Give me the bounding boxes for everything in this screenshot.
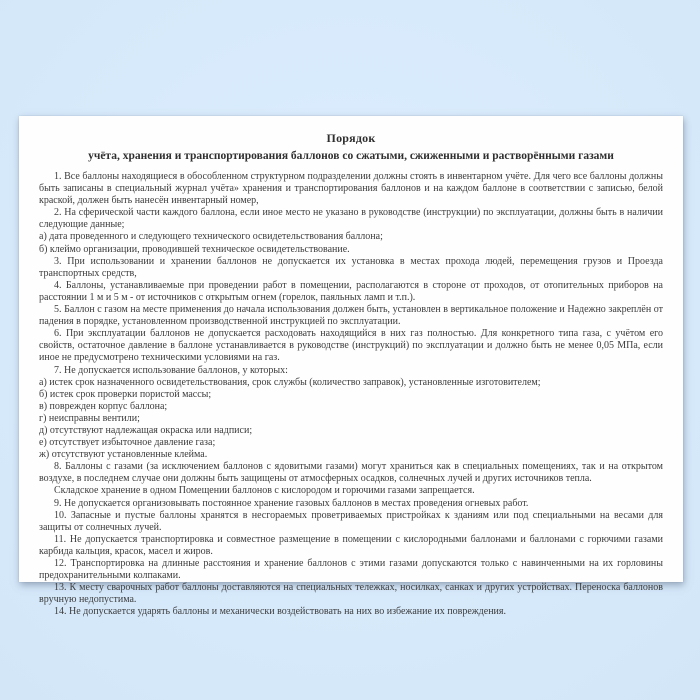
paragraph-7b: б) истек срок проверки пористой массы; bbox=[39, 388, 212, 400]
document-subtitle: учёта, хранения и транспортирования баллонов со сжатыми, сжиженными и растворёнными газами bbox=[88, 150, 614, 162]
paragraph-7f: е) отсутствует избыточное давление газа; bbox=[39, 437, 216, 449]
paragraph-2: 2. На сферической части каждого баллона, если иное место не указано в руководстве (инструкции) по эксплуатации, должны быть в наличии следующие данные; bbox=[39, 207, 663, 231]
paragraph-8a: Складское хранение в одном Помещении баллонов с кислородом и горючими газами запрещается. bbox=[54, 485, 475, 497]
paragraph-7g: ж) отсутствуют установленные клейма. bbox=[39, 449, 208, 461]
paragraph-3: 3. При использовании и хранении баллонов не допускается их установка в местах прохода людей, перемещения грузов и Проезда транспортных средств, bbox=[39, 255, 663, 279]
document-body bbox=[39, 171, 663, 618]
paragraph-7a: а) истек срок назначенного освидетельствования, срок службы (количество заправок), установленные изготовителем; bbox=[39, 376, 541, 388]
paragraph-2a: а) дата проведенного и следующего технического освидетельствования баллона; bbox=[39, 231, 383, 243]
paragraph-5: 5. Баллон с газом на месте применения до начала использования должен быть, установлен в вертикальное положение и Надежно закреплён от падения в порядке, установленном производственной инструкцией по эксплуатации. bbox=[39, 304, 663, 328]
paragraph-14: 14. Не допускается ударять баллоны и механически воздействовать на них во избежание их повреждения. bbox=[54, 606, 507, 618]
paragraph-1: 1. Все баллоны находящиеся в обособленном структурном подразделении должны стоять в инвентарном учёте. Для чего все баллоны должны быть записаны в специальный журнал учёта» хранения и транспортирования баллонов и на каждом баллоне в соответствии с записью, белой краской, должен быть нанесён инвентарный номер, bbox=[39, 171, 663, 207]
paragraph-7c: в) поврежден корпус баллона; bbox=[39, 400, 168, 412]
document-title: Порядок bbox=[326, 131, 376, 145]
paragraph-8: 8. Баллоны с газами (за исключением баллонов с ядовитыми газами) могут храниться как в специальных помещениях, так и на открытом воздухе, в последнем случае они должны быть защищены от атмосферных осадков, солнечных лучей и других источников тепла. bbox=[39, 461, 663, 485]
paragraph-9: 9. Не допускается организовывать постоянное хранение газовых баллонов в местах проведения огневых работ. bbox=[54, 497, 529, 509]
document-page bbox=[19, 116, 683, 618]
paragraph-6: 6. При эксплуатации баллонов не допускается расходовать находящийся в них газ полностью. Для конкретного типа газа, с учётом его свойств, остаточное давление в баллоне устанавливается в руководстве (инструкций) по эксплуатации и должно быть не менее 0,05 МПа, если иное не предусмотрено техническими условиями на газ. bbox=[39, 328, 663, 364]
paragraph-2b: б) клеймо организации, проводившей техническое освидетельствование. bbox=[39, 243, 350, 255]
paragraph-13: 13. К месту сварочных работ баллоны доставляются на специальных тележках, носилках, санках и других устройствах. Переноска баллонов вручную недопустима. bbox=[39, 582, 663, 606]
paragraph-7e: д) отсутствуют надлежащая окраска или надписи; bbox=[39, 424, 253, 436]
paragraph-7: 7. Не допускается использование баллонов, у которых: bbox=[54, 364, 288, 376]
paragraph-12: 12. Транспортировка на длинные расстояния и хранение баллонов с этими газами допускаются только с навинченными на их горловины предохранительными колпаками. bbox=[39, 558, 663, 582]
paragraph-11: 11. Не допускается транспортировка и совместное размещение в помещении с кислородными баллонами и баллонами с горючими газами карбида кальция, красок, масел и жиров. bbox=[39, 533, 663, 557]
paragraph-7d: г) неисправны вентили; bbox=[39, 412, 140, 424]
paragraph-4: 4. Баллоны, устанавливаемые при проведении работ в помещении, располагаются в стороне от проходов, от отопительных приборов на расстоянии 1 м и 5 м - от источников с открытым огнем (горелок, паяльных ламп и т.п.). bbox=[39, 279, 663, 303]
paragraph-10: 10. Запасные и пустые баллоны хранятся в несгораемых проветриваемых пристройках к зданиям или под специальными на весами для защиты от солнечных лучей. bbox=[39, 509, 663, 533]
